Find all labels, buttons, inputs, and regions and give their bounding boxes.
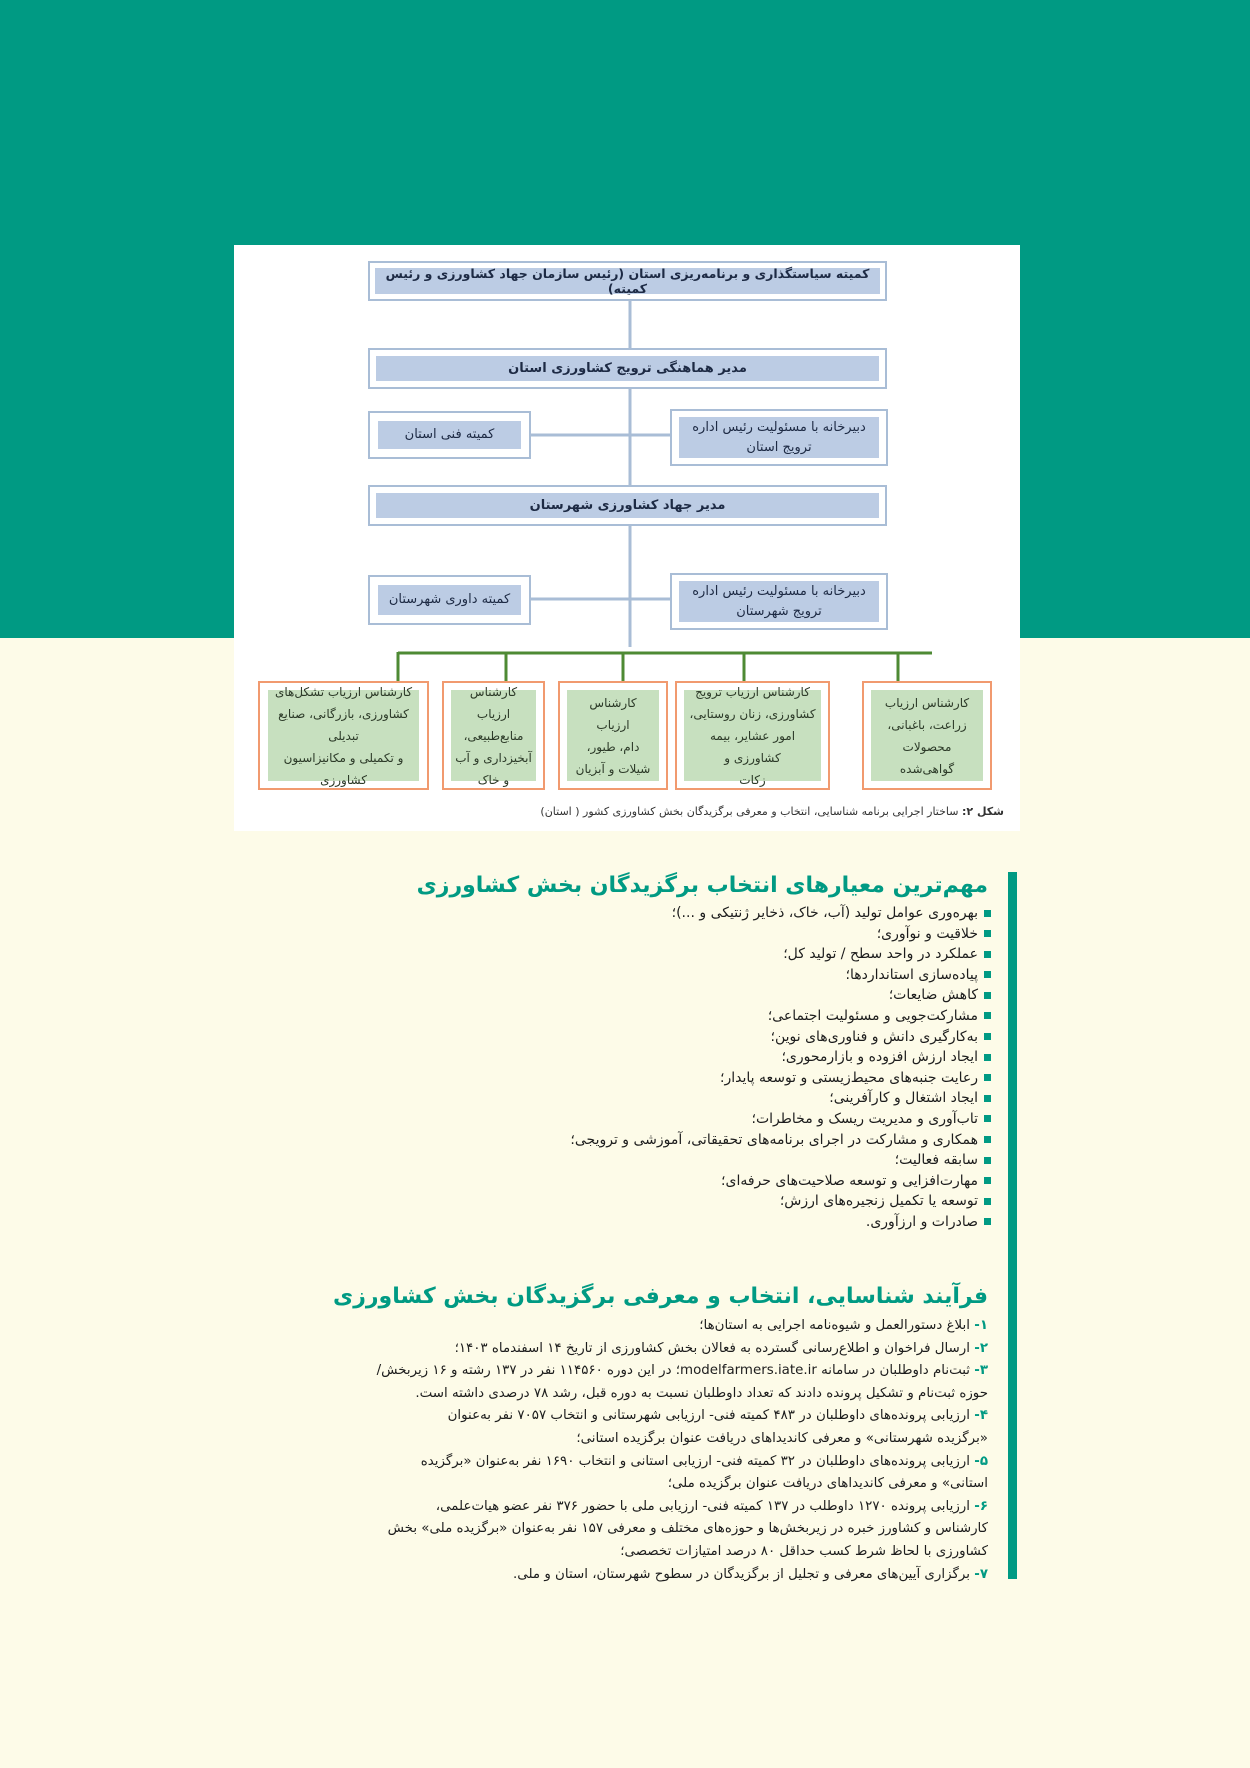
expert-line: کارشناس ارزیاب ترویج: [695, 684, 810, 699]
bullet-square-icon: [984, 1115, 991, 1122]
step-text: برگزاری آیین‌های معرفی و تجلیل از برگزیدگان در سطوح شهرستان، استان و ملی.: [513, 1566, 970, 1582]
bullet-square-icon: [984, 1218, 991, 1225]
list-item: [351, 1150, 991, 1171]
expert-line: کشاورزی، زنان روستایی،: [689, 706, 816, 721]
process-steps: [288, 1315, 988, 1586]
list-item-text: تاب‌آوری و مدیریت ریسک و مخاطرات؛: [751, 1110, 978, 1127]
bullet-square-icon: [984, 930, 991, 937]
list-item: [351, 1212, 991, 1233]
expert-line: کشاورزی، بازرگانی، صنایع تبدیلی: [278, 706, 409, 743]
expert-line: شیلات و آبزیان: [575, 761, 651, 776]
figure-caption-text: ساختار اجرایی برنامه شناسایی، انتخاب و معرفی برگزیدگان بخش کشاورزی کشور ( استان): [540, 805, 959, 818]
list-item-text: عملکرد در واحد سطح / تولید کل؛: [783, 946, 978, 963]
expert-line: کارشناس ارزیاب: [469, 684, 518, 721]
list-item: [351, 965, 991, 986]
step-text: ارزیابی پرونده‌های داوطلبان در ۳۲ کمیته فنی- ارزیابی استانی و انتخاب ۱۶۹۰ نفر به‌عنوان «برگزیده: [420, 1453, 970, 1469]
bullet-square-icon: [984, 1033, 991, 1040]
criteria-heading: مهم‌ترین معیارهای انتخاب برگزیدگان بخش کشاورزی: [416, 873, 988, 898]
county-manager-label: مدیر جهاد کشاورزی شهرستان: [376, 493, 879, 518]
criteria-list: [351, 903, 991, 1233]
step-text: استانی» و معرفی کاندیداهای دریافت عنوان برگزیده ملی؛: [667, 1476, 988, 1492]
list-item: [351, 1109, 991, 1130]
step-text: ثبت‌نام داوطلبان در سامانه modelfarmers.iate.ir؛ در این دوره ۱۱۴۵۶۰ نفر در ۱۳۷ رشته و ۱۶ زیربخش/: [376, 1363, 970, 1379]
list-item: [351, 1191, 991, 1212]
bullet-square-icon: [984, 951, 991, 958]
list-item-text: رعایت جنبه‌های محیط‌زیستی و توسعه پایدار؛: [720, 1069, 978, 1086]
process-step: [288, 1405, 988, 1450]
bullet-square-icon: [984, 992, 991, 999]
list-item: [351, 924, 991, 945]
bullet-square-icon: [984, 1157, 991, 1164]
list-item: [351, 1047, 991, 1068]
province-secretariat-line-1: دبیرخانه با مسئولیت رئیس اداره: [692, 419, 866, 435]
list-item-text: کاهش ضایعات؛: [888, 987, 978, 1004]
list-item: [351, 1171, 991, 1192]
list-item: [351, 1068, 991, 1089]
bullet-square-icon: [984, 1074, 991, 1081]
list-item: [351, 1006, 991, 1027]
list-item: [351, 903, 991, 924]
bullet-square-icon: [984, 1136, 991, 1143]
list-item-text: صادرات و ارزآوری.: [865, 1213, 978, 1230]
step-number: ۵-: [974, 1453, 988, 1469]
expert-line: محصولات گواهی‌شده: [899, 739, 955, 776]
expert-line: زراعت، باغبانی،: [887, 717, 967, 732]
step-number: ۴-: [974, 1408, 988, 1424]
expert-line: کارشناس ارزیاب: [589, 695, 637, 732]
list-item: [351, 985, 991, 1006]
step-text: کارشناس و کشاورز خبره در زیربخش‌ها و حوزه‌های مختلف و معرفی ۱۵۷ نفر به‌عنوان «برگزیده ملی» بخش: [387, 1521, 988, 1537]
expert-line: منابع‌طبیعی،: [463, 728, 524, 743]
process-step: [288, 1360, 988, 1405]
expert-line: کشاورزی: [320, 772, 367, 787]
step-text: ارزیابی پرونده‌های داوطلبان در ۴۸۳ کمیته فنی- ارزیابی شهرستانی و انتخاب ۷۰۵۷ نفر به‌عنوان: [447, 1408, 970, 1424]
process-step: [288, 1315, 988, 1338]
bullet-square-icon: [984, 1095, 991, 1102]
county-secretariat-line-2: ترویج شهرستان: [736, 603, 822, 619]
list-item-text: مهارت‌افزایی و توسعه صلاحیت‌های حرفه‌ای؛: [721, 1172, 978, 1189]
list-item-text: بهره‌وری عوامل تولید (آب، خاک، ذخایر ژنتیکی و ...)؛: [671, 905, 978, 921]
expert-line: و خاک: [477, 772, 510, 787]
step-text: حوزه ثبت‌نام و تشکیل پرونده دادند که تعداد داوطلبان نسبت به دوره قبل، رشد ۷۸ درصدی داشته است.: [415, 1385, 988, 1401]
list-item: [351, 1088, 991, 1109]
step-text: کشاورزی با لحاظ شرط کسب حداقل ۸۰ درصد امتیازات تخصصی؛: [620, 1543, 988, 1559]
step-text: «برگزیده شهرستانی» و معرفی کاندیداهای دریافت عنوان برگزیده استانی؛: [576, 1430, 988, 1446]
list-item-text: به‌کارگیری دانش و فناوری‌های نوین؛: [770, 1028, 978, 1045]
list-item-text: همکاری و مشارکت در اجرای برنامه‌های تحقیقاتی، آموزشی و ترویجی؛: [570, 1131, 978, 1148]
step-number: ۷-: [974, 1566, 988, 1582]
judging-committee-label: کمیته داوری شهرستان: [378, 585, 521, 615]
expert-line: کارشناس ارزیاب تشکل‌های: [274, 684, 413, 699]
list-item: [351, 1027, 991, 1048]
step-text: ارزیابی پرونده ۱۲۷۰ داوطلب در ۱۳۷ کمیته فنی- ارزیابی ملی با حضور ۳۷۶ نفر عضو هیات‌علمی،: [435, 1498, 970, 1514]
list-item-text: پیاده‌سازی استانداردها؛: [845, 966, 978, 983]
bullet-square-icon: [984, 910, 991, 917]
bullet-square-icon: [984, 1012, 991, 1019]
expert-line: دام، طیور،: [586, 739, 640, 754]
expert-line: کارشناس ارزیاب: [884, 695, 970, 710]
process-step: [288, 1451, 988, 1496]
list-item: [351, 944, 991, 965]
bullet-square-icon: [984, 971, 991, 978]
policy-committee-label: کمیته سیاستگذاری و برنامه‌ریزی استان (رئیس سازمان جهاد کشاورزی و رئیس کمیته): [375, 268, 880, 294]
accent-bar: [1008, 872, 1017, 1579]
tech-committee-label: کمیته فنی استان: [378, 421, 521, 449]
county-secretariat-line-1: دبیرخانه با مسئولیت رئیس اداره: [692, 583, 866, 599]
bullet-square-icon: [984, 1177, 991, 1184]
process-heading: فرآیند شناسایی، انتخاب و معرفی برگزیدگان بخش کشاورزی: [333, 1284, 988, 1309]
expert-line: امور عشایر، بیمه کشاورزی و: [709, 728, 796, 765]
list-item-text: خلاقیت و نوآوری؛: [876, 925, 978, 942]
step-number: ۱-: [974, 1318, 988, 1333]
process-step: [288, 1496, 988, 1564]
list-item-text: ایجاد ارزش افزوده و بازارمحوری؛: [781, 1049, 978, 1066]
list-item-text: سابقه فعالیت؛: [894, 1152, 978, 1169]
bullet-square-icon: [984, 1198, 991, 1205]
list-item-text: ایجاد اشتغال و کارآفرینی؛: [829, 1090, 978, 1107]
expert-line: آبخیزداری و آب: [455, 750, 532, 765]
coordinator-label: مدیر هماهنگی ترویج کشاورزی استان: [376, 356, 879, 381]
process-step: [288, 1338, 988, 1361]
step-text: ارسال فراخوان و اطلاع‌رسانی گسترده به فعالان بخش کشاورزی از تاریخ ۱۴ اسفندماه ۱۴۰۳؛: [454, 1340, 970, 1356]
step-number: ۶-: [974, 1498, 988, 1514]
step-number: ۳-: [974, 1363, 988, 1379]
list-item-text: مشارکت‌جویی و مسئولیت اجتماعی؛: [767, 1007, 978, 1024]
bullet-square-icon: [984, 1054, 991, 1061]
process-step: [288, 1564, 988, 1587]
province-secretariat-line-2: ترویج استان: [746, 439, 812, 455]
step-number: ۲-: [974, 1340, 988, 1356]
expert-line: و تکمیلی و مکانیزاسیون: [283, 750, 404, 765]
expert-line: زکات: [739, 772, 766, 787]
list-item: [351, 1130, 991, 1151]
list-item-text: توسعه یا تکمیل زنجیره‌های ارزش؛: [779, 1193, 978, 1210]
step-text: ابلاغ دستورالعمل و شیوه‌نامه اجرایی به استان‌ها؛: [699, 1318, 970, 1333]
figure-caption-label: شکل ۲:: [962, 805, 1004, 818]
